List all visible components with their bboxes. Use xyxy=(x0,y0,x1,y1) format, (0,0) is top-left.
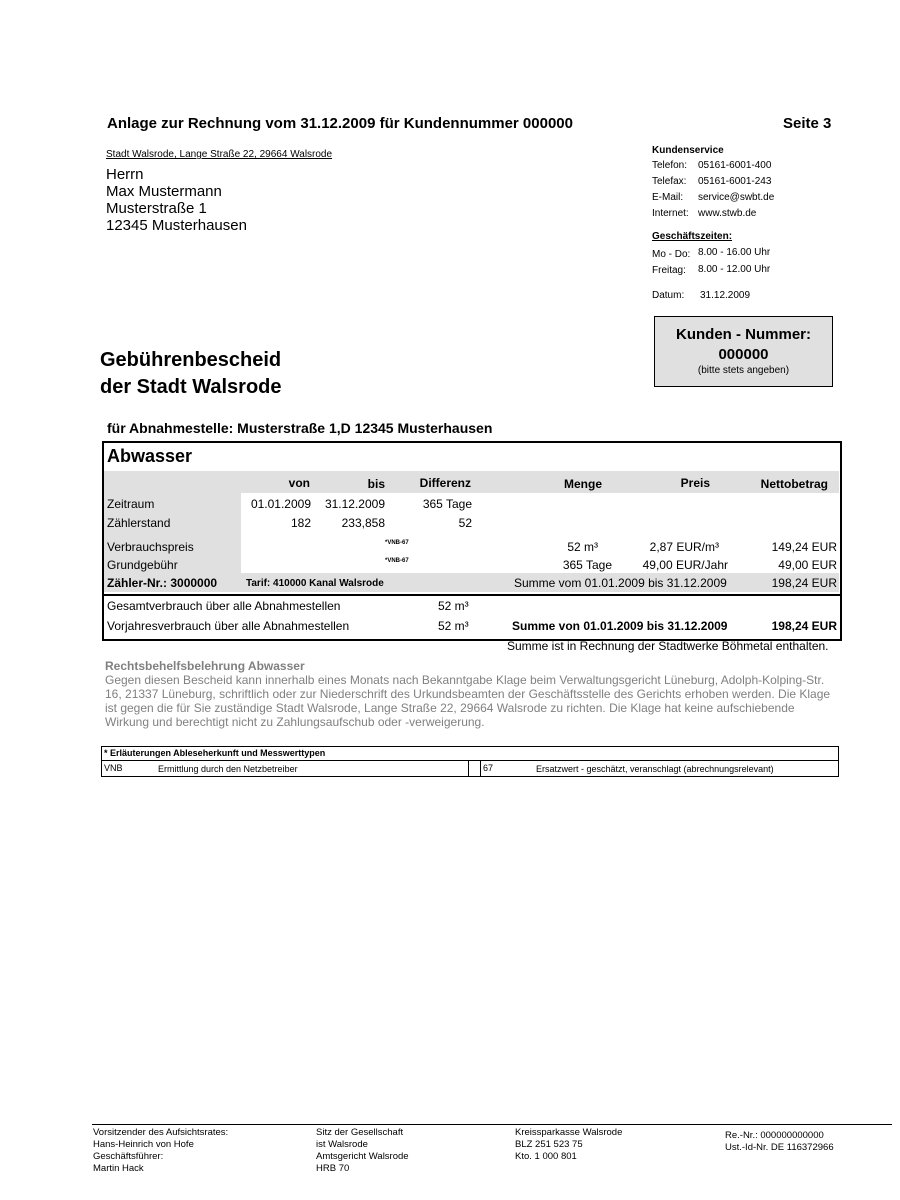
subtotal-label: Summe vom 01.01.2009 bis 31.12.2009 xyxy=(514,576,727,590)
row-basefee-qty: 365 Tage xyxy=(562,558,612,572)
row-basefee-note: *VNB-67 xyxy=(385,558,409,564)
col-header-qty: Menge xyxy=(563,477,602,491)
total-value: 198,24 EUR xyxy=(771,619,837,633)
legal-text: Gegen diesen Bescheid kann innerhalb eines Monats nach Bekanntgabe Klage beim Verwaltungsgericht Lüneburg, Adolph-Kolping-Str. 16, 21337 Lüneburg, schriftlich oder zur Niederschrift des Urkundsbeamten der Geschäftsstelle des Gerichts erhoben werden. Die Klage ist gegen die für Sie zuständige Stadt Walsrode, Lange Straße 22, 29664 Walsrode zu richten. Die Klage hat keine aufschiebende Wirkung und berechtigt nicht zu Zahlungsaufschub oder -verweigerung. xyxy=(105,673,831,729)
footer-text: Hans-Heinrich von Hofe xyxy=(93,1139,194,1150)
footer-text: Martin Hack xyxy=(93,1163,144,1174)
email-link[interactable]: service@swbt.de xyxy=(698,192,775,203)
row-consumption-qty: 52 m³ xyxy=(567,540,598,554)
footer-text: Amtsgericht Walsrode xyxy=(316,1151,409,1162)
col-header-from: von xyxy=(288,476,310,490)
footer-text: Ust.-Id-Nr. DE 116372966 xyxy=(725,1142,834,1153)
web-link[interactable]: www.stwb.de xyxy=(698,208,757,219)
footer-text: Sitz der Gesellschaft xyxy=(316,1127,404,1138)
notes-title: * Erläuterungen Ableseherkunft und Messwerttypen xyxy=(104,748,326,758)
footer-divider xyxy=(92,1124,892,1125)
col-header-net: Nettobetrag xyxy=(760,477,828,491)
hours2-label: Freitag: xyxy=(652,265,686,276)
hours-title: Geschäftszeiten: xyxy=(652,231,733,242)
footer-invoice-ids xyxy=(725,1130,834,1154)
total-consumption-value: 52 m³ xyxy=(438,599,469,613)
row-meter-from: 182 xyxy=(290,516,311,530)
footer-text: Geschäftsführer: xyxy=(93,1151,164,1162)
row-period-to: 31.12.2009 xyxy=(324,497,385,511)
included-note: Summe ist in Rechnung der Stadtwerke Böhmetal enthalten. xyxy=(507,639,829,653)
footer-company-seat xyxy=(316,1127,409,1175)
row-consumption-label: Verbrauchspreis xyxy=(107,540,194,554)
hours1-label: Mo - Do: xyxy=(652,249,691,260)
row-consumption-price: 2,87 EUR/m³ xyxy=(649,540,719,554)
email-label: E-Mail: xyxy=(652,192,684,203)
row-period-from: 01.01.2009 xyxy=(250,497,311,511)
footer-text: Vorsitzender des Aufsichtsrates: xyxy=(93,1127,229,1138)
row-meter-to: 233,858 xyxy=(341,516,385,530)
date-value: 31.12.2009 xyxy=(700,290,751,301)
footer-board xyxy=(93,1127,228,1175)
col-header-price: Preis xyxy=(680,476,710,490)
row-period-label: Zeitraum xyxy=(107,497,155,511)
notes-divider xyxy=(480,761,481,776)
row-basefee-label: Grundgebühr xyxy=(107,558,178,572)
recipient-city: 12345 Musterhausen xyxy=(106,217,247,234)
row-meter-label: Zählerstand xyxy=(107,516,171,530)
hours1-value: 8.00 - 16.00 Uhr xyxy=(698,247,771,258)
table-separator xyxy=(102,594,840,596)
notes-left-text: Ermittlung durch den Netzbetreiber xyxy=(158,764,298,774)
row-basefee-price: 49,00 EUR/Jahr xyxy=(642,558,728,572)
footer-text: ist Walsrode xyxy=(316,1139,368,1150)
row-consumption-note: *VNB-67 xyxy=(385,540,409,546)
phone-value: 05161-6001-400 xyxy=(698,160,772,171)
row-meter-diff: 52 xyxy=(458,516,472,530)
footer-text: Kto. 1 000 801 xyxy=(515,1151,577,1162)
date-label: Datum: xyxy=(652,290,685,301)
recipient-name: Max Mustermann xyxy=(106,183,222,200)
customer-number-title: Kunden - Nummer: xyxy=(676,326,811,343)
recipient-salutation: Herrn xyxy=(106,166,144,183)
row-basefee-net: 49,00 EUR xyxy=(778,558,837,572)
col-header-diff: Differenz xyxy=(419,476,471,490)
header-row-bg xyxy=(104,471,839,493)
document-title xyxy=(100,347,282,401)
footer-text: HRB 70 xyxy=(316,1163,350,1174)
page-number: Seite 3 xyxy=(783,115,832,132)
service-title: Kundenservice xyxy=(652,145,724,156)
prev-consumption-value: 52 m³ xyxy=(438,619,469,633)
phone-label: Telefon: xyxy=(652,160,688,171)
notes-right-code: 67 xyxy=(483,763,494,773)
document-title-line1: Gebührenbescheid xyxy=(100,349,282,371)
page-title: Anlage zur Rechnung vom 31.12.2009 für Kundennummer 000000 xyxy=(107,115,573,132)
document-title-line2: der Stadt Walsrode xyxy=(100,376,282,398)
recipient-street: Musterstraße 1 xyxy=(106,200,207,217)
meter-number: Zähler-Nr.: 3000000 xyxy=(107,576,218,590)
col-header-to: bis xyxy=(367,477,385,491)
subtotal-value: 198,24 EUR xyxy=(771,576,837,590)
legal-title: Rechtsbehelfsbelehrung Abwasser xyxy=(105,659,305,673)
tariff: Tarif: 410000 Kanal Walsrode xyxy=(246,578,384,589)
footer-bank xyxy=(515,1127,622,1163)
footer-text: BLZ 251 523 75 xyxy=(515,1139,583,1150)
total-consumption-label: Gesamtverbrauch über alle Abnahmestellen xyxy=(107,599,341,613)
table-title: Abwasser xyxy=(107,446,193,466)
total-label: Summe von 01.01.2009 bis 31.12.2009 xyxy=(512,619,728,633)
sender-line: Stadt Walsrode, Lange Straße 22, 29664 Walsrode xyxy=(106,149,333,160)
fax-label: Telefax: xyxy=(652,176,687,187)
hours2-value: 8.00 - 12.00 Uhr xyxy=(698,264,771,275)
supply-point: für Abnahmestelle: Musterstraße 1,D 12345 Musterhausen xyxy=(107,420,493,436)
fax-value: 05161-6001-243 xyxy=(698,176,772,187)
row-period-diff: 365 Tage xyxy=(422,497,472,511)
prev-consumption-label: Vorjahresverbrauch über alle Abnahmestellen xyxy=(107,619,350,633)
footer-text: Re.-Nr.: 000000000000 xyxy=(725,1130,824,1141)
recipient-address xyxy=(106,166,247,234)
web-label: Internet: xyxy=(652,208,689,219)
notes-divider xyxy=(101,760,839,761)
customer-number: 000000 xyxy=(718,346,769,363)
row-consumption-net: 149,24 EUR xyxy=(771,540,837,554)
customer-number-hint: (bitte stets angeben) xyxy=(697,365,790,376)
customer-number-box xyxy=(654,316,833,387)
notes-divider xyxy=(468,761,469,776)
footer-text: Kreissparkasse Walsrode xyxy=(515,1127,623,1138)
notes-right-text: Ersatzwert - geschätzt, veranschlagt (abrechnungsrelevant) xyxy=(536,764,774,774)
notes-left-code: VNB xyxy=(104,763,123,773)
